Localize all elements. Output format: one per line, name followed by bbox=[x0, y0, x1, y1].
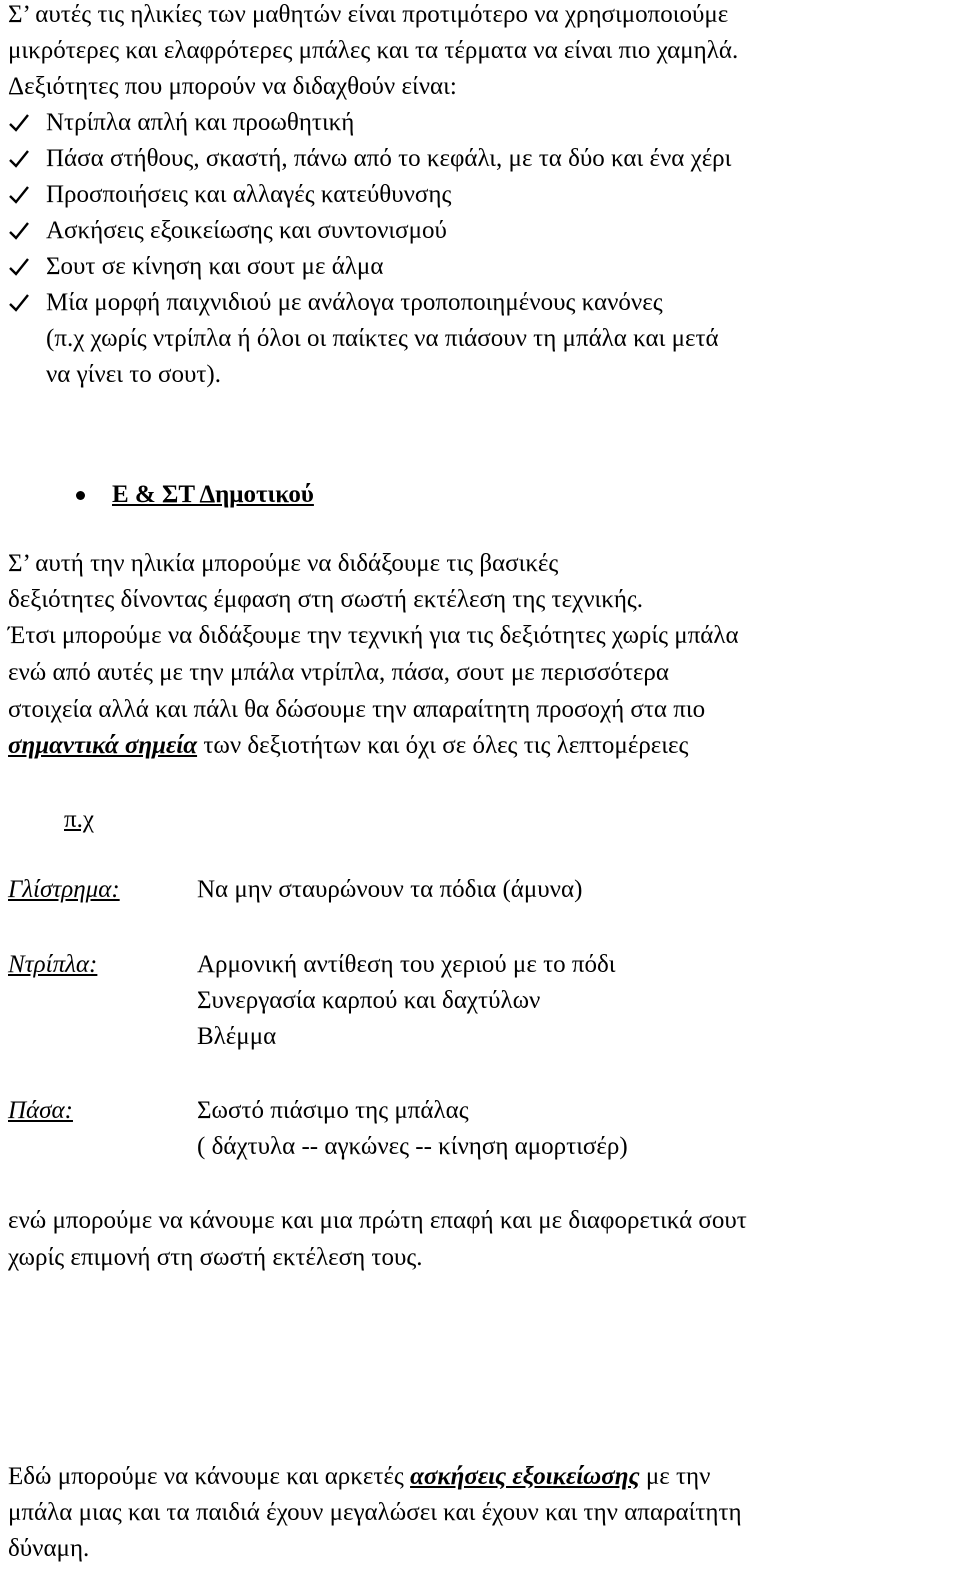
skill-item: Μία μορφή παιχνιδιού με ανάλογα τροποποιημένους κανόνες bbox=[46, 289, 663, 316]
para3-line-2: χωρίς επιμονή στη σωστή εκτέλεση τους. bbox=[8, 1244, 423, 1271]
skill-item: Πάσα στήθους, σκαστή, πάνω από το κεφάλι, με τα δύο και ένα χέρι bbox=[46, 145, 732, 172]
term-description: Αρμονική αντίθεση του χεριού με το πόδι bbox=[197, 951, 616, 978]
checkmark-icon bbox=[8, 288, 38, 318]
para2-line-3: Έτσι μπορούμε να διδάξουμε την τεχνική για τις δεξιότητες χωρίς μπάλα bbox=[8, 622, 739, 649]
intro-line-2: μικρότερες και ελαφρότερες μπάλες και τα τέρματα να είναι πιο χαμηλά. bbox=[8, 37, 739, 64]
skill-item: Ασκήσεις εξοικείωσης και συντονισμού bbox=[46, 217, 447, 244]
emphasis-text: ασκήσεις εξοικείωσης bbox=[410, 1463, 640, 1490]
para3-line-1: ενώ μπορούμε να κάνουμε και μια πρώτη επαφή και με διαφορετικά σουτ bbox=[8, 1207, 747, 1234]
skill-item-continuation: να γίνει το σουτ). bbox=[46, 361, 221, 388]
para4-line-1-end: με την bbox=[639, 1463, 711, 1490]
checkmark-icon bbox=[8, 108, 38, 138]
term-label: Πάσα: bbox=[8, 1097, 73, 1124]
skill-item: Σουτ σε κίνηση και σουτ με άλμα bbox=[46, 253, 384, 280]
skill-item: Προσποιήσεις και αλλαγές κατεύθυνσης bbox=[46, 181, 452, 208]
term-description: Βλέμμα bbox=[197, 1023, 277, 1050]
intro-line-1: Σ’ αυτές τις ηλικίες των μαθητών είναι προτιμότερο να χρησιμοποιούμε bbox=[8, 1, 729, 28]
para4-line-1 bbox=[8, 1462, 710, 1492]
para4-line-3: δύναμη. bbox=[8, 1535, 90, 1562]
bullet-icon bbox=[76, 491, 85, 500]
para2-line-2: δεξιότητες δίνοντας έμφαση στη σωστή εκτέλεση της τεχνικής. bbox=[8, 586, 644, 613]
example-label: π.χ bbox=[64, 806, 94, 833]
para2-line-5: στοιχεία αλλά και πάλι θα δώσουμε την απαραίτητη προσοχή στα πιο bbox=[8, 696, 706, 723]
para2-line-1: Σ’ αυτή την ηλικία μπορούμε να διδάξουμε τις βασικές bbox=[8, 550, 559, 577]
term-label: Ντρίπλα: bbox=[8, 951, 98, 978]
para2-line-6-rest: των δεξιοτήτων και όχι σε όλες τις λεπτομέρειες bbox=[197, 732, 689, 759]
section-heading: Ε & ΣΤ Δημοτικού bbox=[112, 481, 314, 508]
checkmark-icon bbox=[8, 180, 38, 210]
checkmark-icon bbox=[8, 144, 38, 174]
para2-line-6 bbox=[8, 731, 688, 761]
para4-line-1-start: Εδώ μπορούμε να κάνουμε και αρκετές bbox=[8, 1463, 411, 1490]
skill-item-continuation: (π.χ χωρίς ντρίπλα ή όλοι οι παίκτες να πιάσουν τη μπάλα και μετά bbox=[46, 325, 719, 352]
para2-line-4: ενώ από αυτές με την μπάλα ντρίπλα, πάσα, σουτ με περισσότερα bbox=[8, 659, 669, 686]
skill-item: Ντρίπλα απλή και προωθητική bbox=[46, 109, 355, 136]
checkmark-icon bbox=[8, 252, 38, 282]
term-description: ( δάχτυλα -- αγκώνες -- κίνηση αμορτισέρ) bbox=[197, 1133, 628, 1160]
intro-line-3: Δεξιότητες που μπορούν να διδαχθούν είναι: bbox=[8, 73, 457, 100]
term-label: Γλίστρημα: bbox=[8, 876, 120, 903]
emphasis-text: σημαντικά σημεία bbox=[8, 732, 198, 759]
para4-line-2: μπάλα μιας και τα παιδιά έχουν μεγαλώσει και έχουν και την απαραίτητη bbox=[8, 1499, 742, 1526]
term-description: Σωστό πιάσιμο της μπάλας bbox=[197, 1097, 469, 1124]
term-description: Συνεργασία καρπού και δαχτύλων bbox=[197, 987, 541, 1014]
term-description: Να μην σταυρώνουν τα πόδια (άμυνα) bbox=[197, 876, 583, 903]
checkmark-icon bbox=[8, 216, 38, 246]
